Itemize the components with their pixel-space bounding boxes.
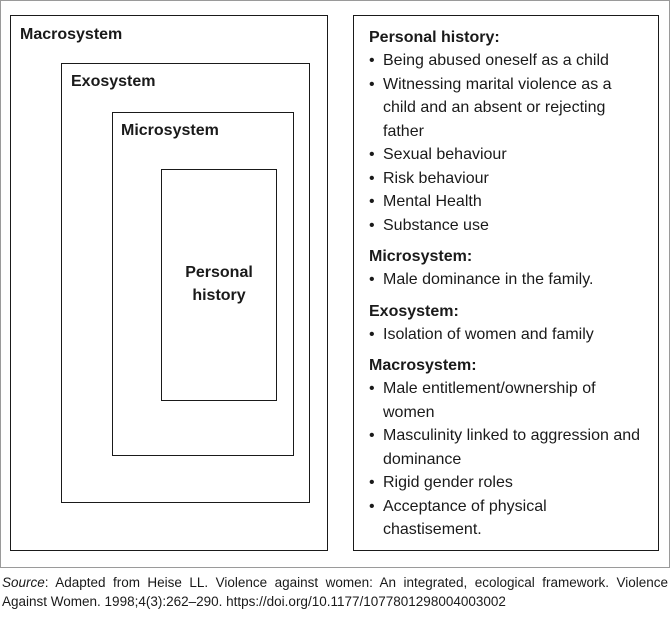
factor-list-item bbox=[369, 471, 648, 495]
personal-history-label-line-2: history bbox=[192, 287, 246, 304]
factor-item-text: Mental Health bbox=[383, 193, 482, 210]
microsystem-label: Microsystem bbox=[121, 122, 219, 139]
factor-item-text: Masculinity linked to aggression and dominance bbox=[383, 427, 641, 468]
factor-section-title: Exosystem: bbox=[369, 302, 459, 320]
factor-item-text: Being abused oneself as a child bbox=[383, 52, 609, 69]
factor-list-item bbox=[369, 143, 648, 167]
caption-text: : Adapted from Heise LL. Violence against women: An integrated, ecological framework. Violence Against Women. 1998;4(3):262–290. https://doi.org/10.1177/1077801298004003002 bbox=[2, 575, 668, 609]
bullet-icon: • bbox=[369, 169, 375, 187]
factor-item-text: Rigid gender roles bbox=[383, 474, 513, 491]
bullet-icon: • bbox=[369, 427, 375, 444]
factor-item-text: Witnessing marital violence as a child and an absent or rejecting father bbox=[383, 75, 612, 140]
factor-list bbox=[369, 49, 648, 237]
factor-section-title: Microsystem: bbox=[369, 248, 473, 265]
factor-section bbox=[369, 245, 648, 292]
exosystem-label: Exosystem bbox=[71, 73, 156, 90]
bullet-icon: • bbox=[369, 474, 375, 491]
factor-item-text: Substance use bbox=[383, 216, 489, 234]
bullet-icon: • bbox=[369, 380, 375, 397]
bullet-icon: • bbox=[369, 271, 375, 288]
factor-list-item bbox=[369, 167, 648, 191]
factor-section bbox=[369, 300, 648, 347]
bullet-icon: • bbox=[369, 146, 375, 163]
bullet-icon: • bbox=[369, 325, 375, 343]
factor-item-text: Sexual behaviour bbox=[383, 146, 507, 163]
personal-history-label bbox=[162, 261, 276, 307]
factor-section-title: Macrosystem: bbox=[369, 357, 477, 374]
factor-list-item bbox=[369, 323, 648, 347]
factor-list-item bbox=[369, 495, 648, 542]
factor-item-text: Male entitlement/ownership of women bbox=[383, 380, 596, 421]
bullet-icon: • bbox=[369, 497, 375, 515]
factor-list bbox=[369, 323, 648, 347]
factor-list-item bbox=[369, 424, 648, 471]
factor-item-text: Isolation of women and family bbox=[383, 325, 594, 343]
factor-list-item bbox=[369, 73, 648, 144]
factor-list-item bbox=[369, 214, 648, 238]
factor-section bbox=[369, 354, 648, 542]
bullet-icon: • bbox=[369, 193, 375, 210]
bullet-icon: • bbox=[369, 52, 375, 69]
personal-history-label-line-1: Personal bbox=[185, 264, 253, 281]
factor-section-title: Personal history: bbox=[369, 29, 500, 46]
factor-list bbox=[369, 377, 648, 542]
factors-list-box bbox=[353, 15, 659, 551]
factor-list-item bbox=[369, 190, 648, 214]
factor-section bbox=[369, 26, 648, 237]
personal-history-box bbox=[161, 169, 277, 401]
factor-item-text: Male dominance in the family. bbox=[383, 271, 594, 288]
factor-list-item bbox=[369, 49, 648, 73]
factor-list bbox=[369, 268, 648, 292]
bullet-icon: • bbox=[369, 75, 375, 93]
macrosystem-label: Macrosystem bbox=[20, 26, 123, 43]
factor-item-text: Acceptance of physical chastisement. bbox=[383, 497, 547, 538]
figure-caption bbox=[2, 573, 668, 611]
factor-list-item bbox=[369, 268, 648, 292]
factor-list-item bbox=[369, 377, 648, 424]
caption-source-label: Source bbox=[2, 575, 45, 590]
bullet-icon: • bbox=[369, 216, 375, 234]
factor-item-text: Risk behaviour bbox=[383, 169, 489, 187]
